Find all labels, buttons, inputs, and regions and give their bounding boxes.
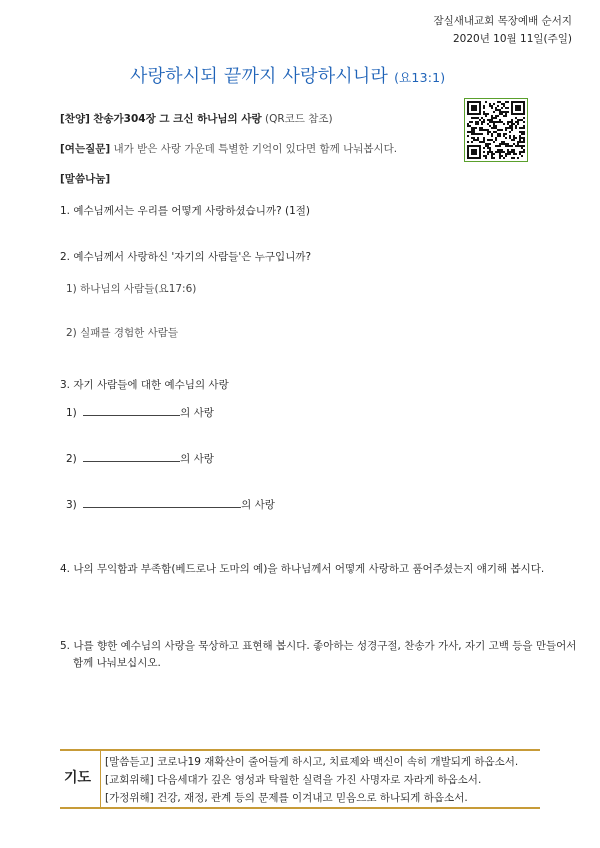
answer-blank-2[interactable] [83, 451, 180, 462]
question-3-item-2-number: 2) [66, 453, 77, 465]
praise-note: (QR코드 참조) [264, 113, 333, 125]
question-4: 4. 나의 무익함과 부족함(베드로나 도마의 예)을 하나님께서 어떻게 사랑하고 품어주셨는지 얘기해 봅시다. [60, 563, 545, 575]
prayer-box [60, 749, 540, 809]
prayer-list [100, 751, 519, 807]
prayer-label: 기도 [64, 770, 92, 786]
question-3-item-3 [66, 497, 275, 512]
opening-question-line [60, 141, 397, 156]
section-heading: [말씀나눔] [60, 173, 111, 185]
question-3: 3. 자기 사람들에 대한 예수님의 사랑 [60, 379, 229, 391]
question-3-item-2-suffix: 의 사랑 [180, 453, 214, 465]
question-3-item-3-suffix: 의 사랑 [241, 499, 275, 511]
sermon-title-reference: (요13:1) [394, 70, 446, 85]
question-2-answer-1: 1) 하나님의 사람들(요17:6) [66, 283, 197, 295]
praise-hymn: 찬송가304장 그 크신 하나님의 사랑 [93, 113, 262, 125]
church-service-title: 잠실새내교회 목장예배 순서지 [433, 15, 572, 27]
prayer-item-word: [말씀듣고] 코로나19 재확산이 줄어들게 하시고, 치료제와 백신이 속히 개발되게 하옵소서. [105, 756, 519, 768]
answer-blank-3[interactable] [83, 497, 241, 508]
question-3-item-2 [66, 451, 214, 466]
opening-tag: [여는질문] [60, 143, 111, 155]
opening-question: 내가 받은 사랑 가운데 특별한 기억이 있다면 함께 나눠봅시다. [113, 143, 398, 155]
sermon-title [130, 62, 445, 88]
question-2: 2. 예수님께서 사랑하신 '자기의 사람들'은 누구입니까? [60, 251, 312, 263]
prayer-item-family: [가정위해] 건강, 재정, 관계 등의 문제를 이겨내고 믿음으로 하나되게 하옵소서. [105, 792, 468, 804]
praise-line [60, 111, 333, 126]
question-5-line-2: 함께 나눠보십시오. [73, 657, 161, 669]
question-1: 1. 예수님께서는 우리를 어떻게 사랑하셨습니까? (1절) [60, 205, 311, 217]
prayer-item-church: [교회위해] 다음세대가 깊은 영성과 탁월한 실력을 가진 사명자로 자라게 하옵소서. [105, 774, 482, 786]
question-2-answer-2: 2) 실패를 경험한 사람들 [66, 327, 179, 339]
answer-blank-1[interactable] [83, 405, 180, 416]
question-5-line-1: 5. 나를 향한 예수님의 사랑을 묵상하고 표현해 봅시다. 좋아하는 성경구절, 찬송가 가사, 자기 고백 등을 만들어서 [60, 640, 577, 652]
question-3-item-1-suffix: 의 사랑 [180, 407, 214, 419]
sermon-title-main: 사랑하시되 끝까지 사랑하시니라 [130, 66, 389, 87]
qr-code-icon[interactable] [464, 98, 528, 162]
service-date: 2020년 10월 11일(주일) [452, 33, 572, 45]
question-3-item-1 [66, 405, 214, 420]
question-3-item-3-number: 3) [66, 499, 77, 511]
praise-tag: [찬양] [60, 113, 90, 125]
question-3-item-1-number: 1) [66, 407, 77, 419]
